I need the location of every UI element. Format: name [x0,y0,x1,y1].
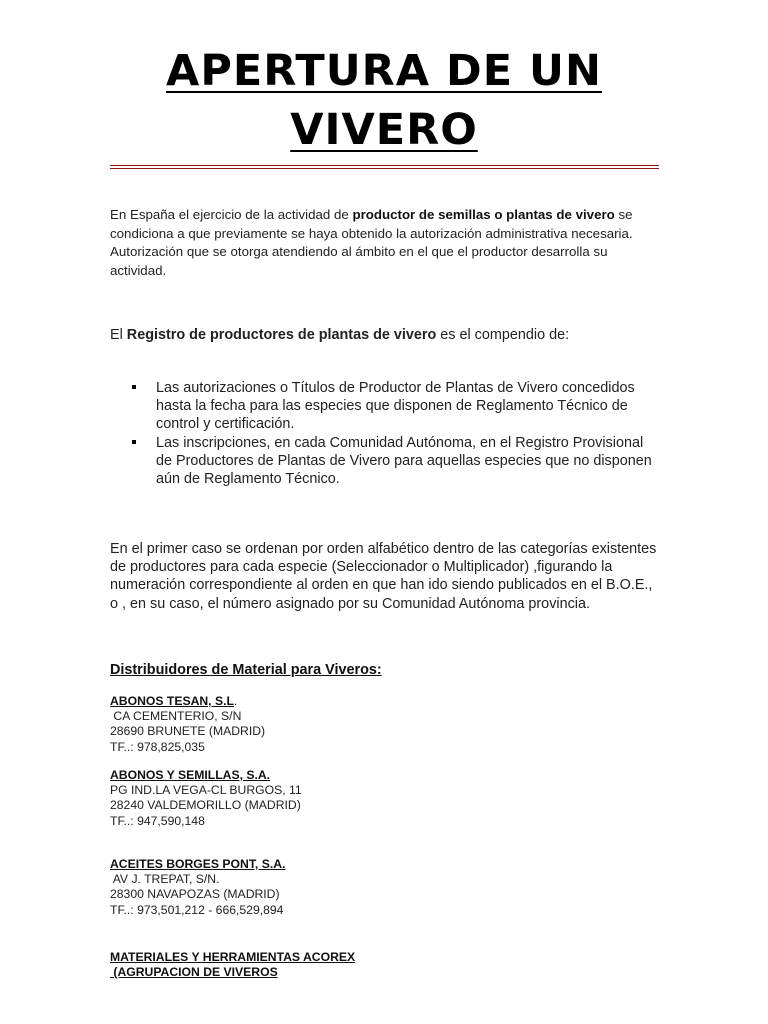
distributor-city: 28300 NAVAPOZAS (MADRID) [110,887,280,902]
bullet-list [110,379,658,488]
intro-paragraph [110,206,658,280]
registro-paragraph [110,326,658,345]
distributor-entry [110,857,670,918]
distributor-phone: TF..: 973,501,212 - 666,529,894 [110,902,284,917]
distributor-city: 28240 VALDEMORILLO (MADRID) [110,798,301,813]
intro-suffix: se condiciona a que previamente se haya obtenido la autorización administrativa necesaria. Autorización que se otorga atendiendo al ámbito en el que el productor desarrolla su actividad. [110,207,633,278]
distributor-name: ABONOS Y SEMILLAS, S.A. [110,768,271,782]
intro-bold: productor de semillas o plantas de vivero [352,207,615,222]
distributor-phone: TF..: 978,825,035 [110,739,205,754]
distributor-entry [110,768,670,829]
distributor-entry [110,950,670,980]
distributor-name: ACEITES BORGES PONT, S.A. [110,857,286,871]
registro-bold: Registro de productores de plantas de vivero [126,327,437,343]
distributor-name: ABONOS TESAN, S.L [110,694,234,708]
list-item [110,434,658,489]
distributor-phone: TF..: 947,590,148 [110,813,205,828]
list-item-text: Las inscripciones, en cada Comunidad Autónoma, en el Registro Provisional de Productores de Plantas de Vivero para aquellas especies que no disponen aún de Reglamento Técnico. [156,434,652,488]
list-item [110,379,658,434]
casos-paragraph: En el primer caso se ordenan por orden alfabético dentro de las categorías existentes de productores para cada especie (Seleccionador o Multiplicador) ,figurando la numeración correspondiente al orden en que han ido siendo publicados en el B.O.E., o , en su caso, el número asignado por su Comunidad Autónoma provincia. [110,541,657,612]
title-rule-top [110,165,659,166]
title-line-1: APERTURA DE UN [166,46,602,96]
document-title [110,42,658,160]
distributor-address: CA CEMENTERIO, S/N [110,709,242,724]
list-item-text: Las autorizaciones o Títulos de Productor de Plantas de Vivero concedidos hasta la fecha para las especies que disponen de Reglamento Técnico de control y certificación. [156,380,635,433]
intro-prefix: En España el ejercicio de la actividad de [110,207,353,222]
distributor-address: PG IND.LA VEGA-CL BURGOS, 11 [110,783,302,798]
distributor-city: 28690 BRUNETE (MADRID) [110,724,266,739]
bullet-icon [132,385,136,389]
distributor-name: MATERIALES Y HERRAMIENTAS ACOREX [110,950,356,964]
distributor-name-continued: (AGRUPACION DE VIVEROS [110,965,278,980]
distributor-address: AV J. TREPAT, S/N. [110,872,220,887]
distribuidores-heading: Distribuidores de Material para Viveros: [110,662,382,678]
bullet-icon [132,440,136,444]
title-rule-bottom [110,168,659,169]
distributor-name-suffix: . [233,694,238,708]
registro-prefix: El [110,327,127,343]
title-line-2: VIVERO [290,105,478,155]
distributor-entry [110,694,670,755]
registro-suffix: es el compendio de: [436,327,570,343]
